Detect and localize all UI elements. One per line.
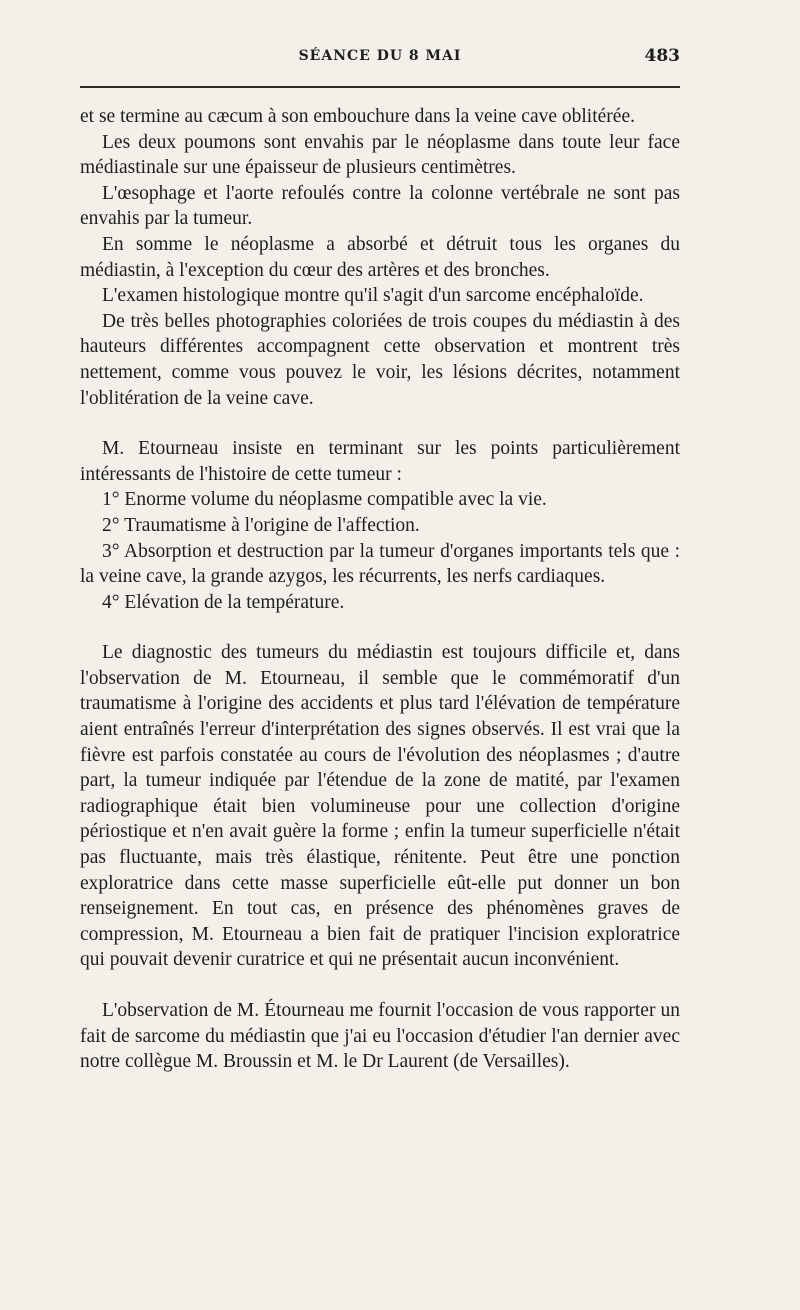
running-title: SÉANCE DU 8 MAI <box>298 48 462 64</box>
section-gap <box>80 615 680 640</box>
paragraph: L'examen histologique montre qu'il s'agit d'un sarcome encéphaloïde. <box>102 285 644 307</box>
paragraph: L'œsophage et l'aorte refoulés contre la colonne vertébrale ne sont pas envahis par la tumeur. <box>80 182 680 230</box>
paragraph: Le diagnostic des tumeurs du médiastin est toujours difficile et, dans l'observation de M. Etourneau, il semble que le commémoratif d'un traumatisme à l'origine des accidents et plus tard l'élévation de température aient entraînés l'erreur d'interprétation des signes observés. Il est vrai que la fièvre est parfois constatée au cours de l'évolution des néoplasmes ; d'autre part, la tumeur indiquée par l'étendue de la zone de matité, par l'examen radiographique était bien volumineuse pour une collection d'origine périostique et n'en avait guère la forme ; enfin la tumeur superficielle n'était pas fluctuante, mais très élastique, rénitente. Peut être une ponction exploratrice dans cette masse superficielle eût-elle put donner un bon renseignement. En tout cas, en présence des phénomènes graves de compression, M. Etourneau a bien fait de pratiquer l'incision exploratrice qui pouvait devenir curatrice et qui ne présentait aucun inconvénient. <box>80 642 680 971</box>
paragraph: L'observation de M. Étourneau me fournit l'occasion de vous rapporter un fait de sarcome du médiastin que j'ai eu l'occasion d'étudier l'an dernier avec notre collègue M. Broussin et M. le Dr Laurent (de Versailles). <box>80 1000 680 1073</box>
list-item: 2° Traumatisme à l'origine de l'affection. <box>102 514 420 536</box>
body-text <box>80 104 680 1075</box>
paragraph: En somme le néoplasme a absorbé et détruit tous les organes du médiastin, à l'exception du cœur des artères et des bronches. <box>80 233 680 281</box>
page-number: 483 <box>644 46 680 66</box>
list-item: 1° Enorme volume du néoplasme compatible avec la vie. <box>102 489 547 511</box>
paragraph: De très belles photographies coloriées de trois coupes du médiastin à des hauteurs différentes accompagnent cette observation et montrent très nettement, comme vous pouvez le voir, les lésions décrites, notamment l'oblitération de la veine cave. <box>80 310 680 409</box>
section-gap <box>80 411 680 436</box>
header-rule <box>80 86 680 88</box>
paragraph: M. Etourneau insiste en terminant sur les points particulièrement intéressants de l'histoire de cette tumeur : <box>80 438 680 485</box>
list-item: 4° Elévation de la température. <box>102 591 345 613</box>
list-item: 3° Absorption et destruction par la tumeur d'organes importants tels que : la veine cave, la grande azygos, les récurrents, les nerfs cardiaques. <box>80 540 680 588</box>
paragraph: et se termine au cæcum à son embouchure dans la veine cave oblitérée. <box>80 106 635 127</box>
section-gap <box>80 973 680 998</box>
paragraph: Les deux poumons sont envahis par le néoplasme dans toute leur face médiastinale sur une épaisseur de plusieurs centimètres. <box>80 131 680 179</box>
page-header <box>80 48 680 72</box>
